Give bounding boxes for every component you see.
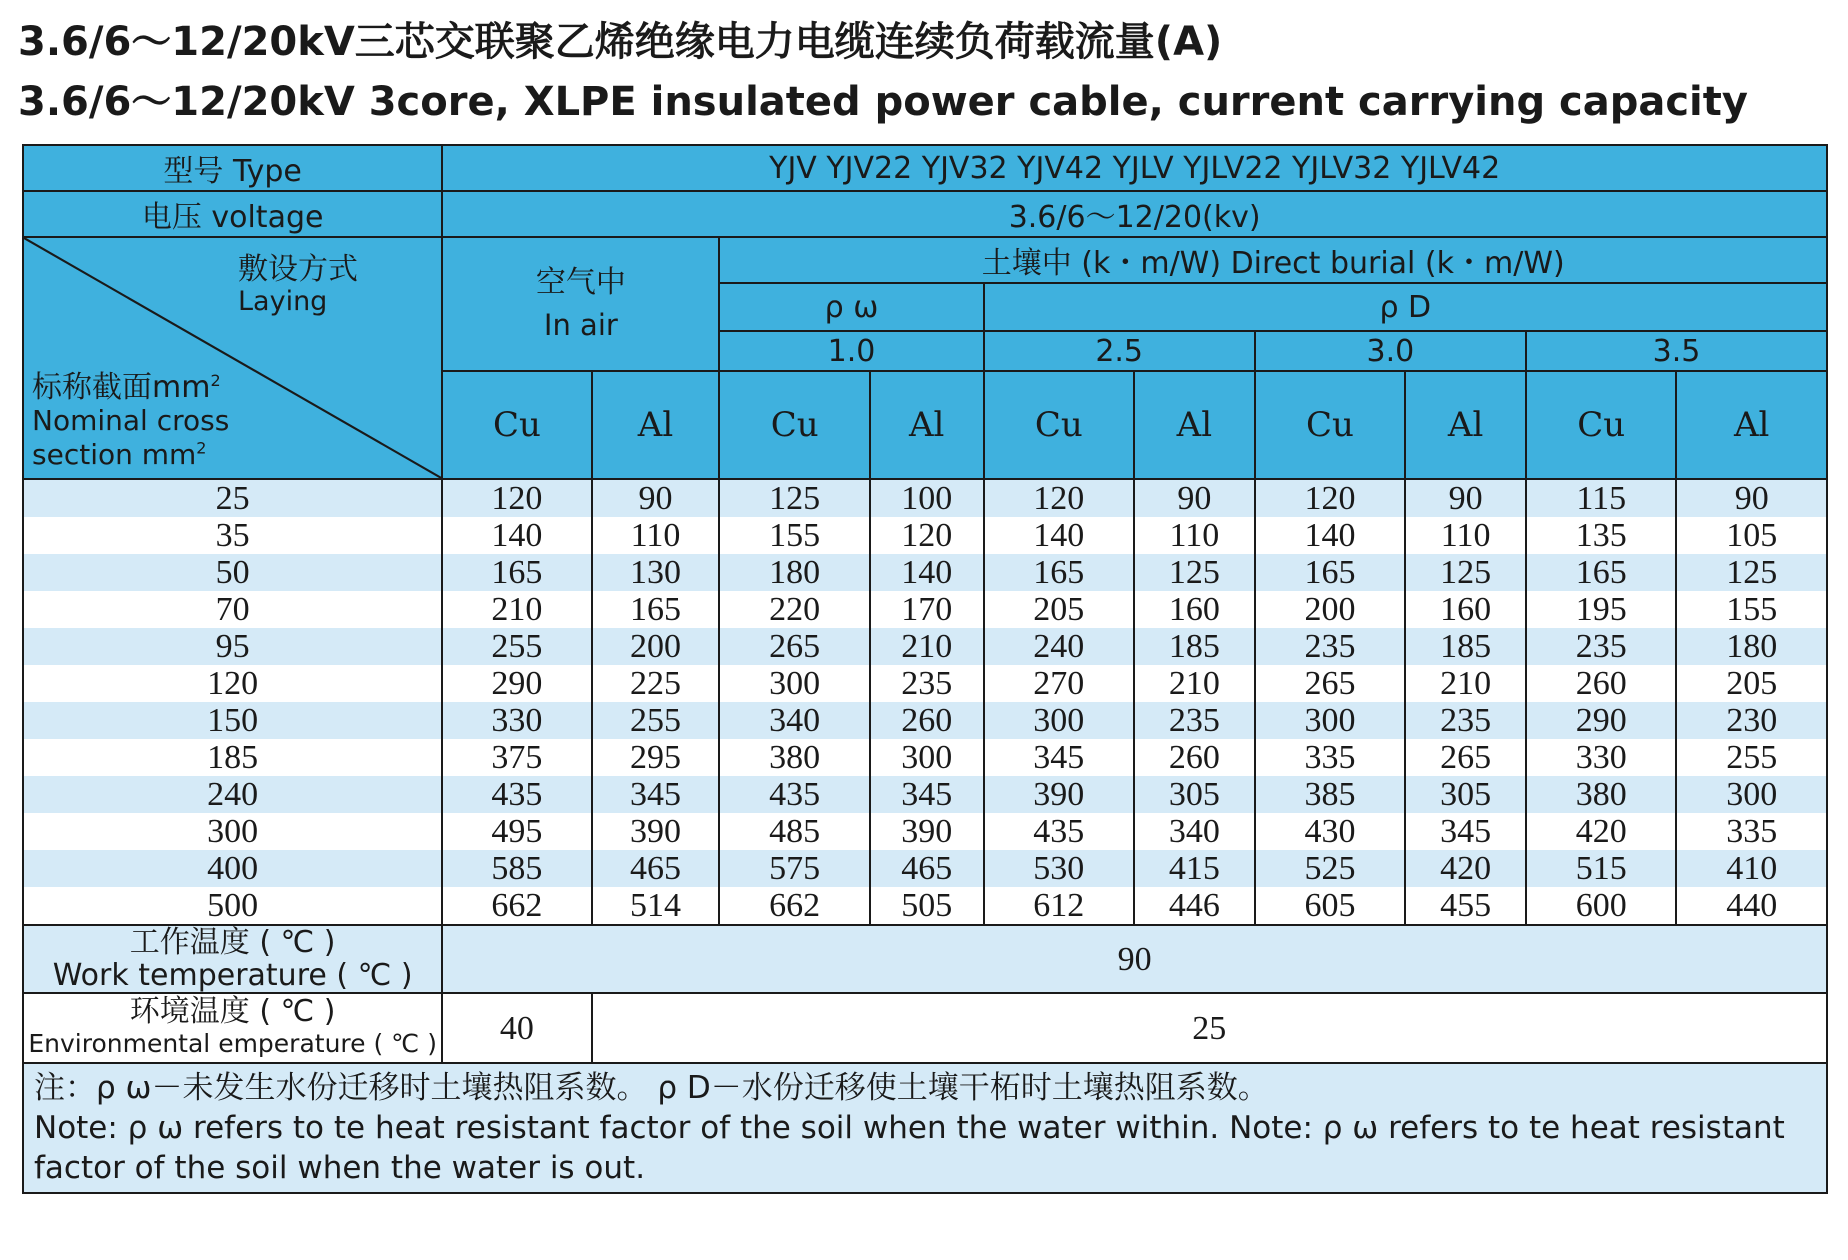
- value-cell: 380: [1526, 776, 1676, 813]
- value-cell: 120: [984, 479, 1134, 517]
- value-cell: 300: [870, 739, 984, 776]
- col-cu-air: Cu: [442, 371, 591, 479]
- value-cell: 340: [719, 702, 869, 739]
- table-row: [23, 776, 1827, 813]
- value-cell: 155: [719, 517, 869, 554]
- value-cell: 600: [1526, 887, 1676, 925]
- value-cell: 505: [870, 887, 984, 925]
- value-cell: 585: [442, 850, 591, 887]
- value-cell: 300: [1676, 776, 1827, 813]
- value-cell: 260: [870, 702, 984, 739]
- value-cell: 160: [1134, 591, 1255, 628]
- work-temp-cn: 工作温度 ( ℃ ): [129, 925, 336, 960]
- value-cell: 90: [1134, 479, 1255, 517]
- section-cell: 185: [23, 739, 442, 776]
- value-cell: 380: [719, 739, 869, 776]
- table-row: [23, 702, 1827, 739]
- rho-d-header: ρ D: [984, 283, 1827, 331]
- table-row: [23, 554, 1827, 591]
- section-en1: Nominal cross: [32, 404, 230, 437]
- col-al-2: Al: [1134, 371, 1255, 479]
- value-cell: 120: [1255, 479, 1405, 517]
- value-cell: 345: [592, 776, 720, 813]
- table-row: [23, 887, 1827, 925]
- value-cell: 465: [870, 850, 984, 887]
- value-cell: 260: [1134, 739, 1255, 776]
- work-temp-value: 90: [442, 925, 1827, 993]
- table-row: [23, 665, 1827, 702]
- value-cell: 455: [1405, 887, 1526, 925]
- header-corner: [23, 237, 442, 479]
- table-row: [23, 739, 1827, 776]
- value-cell: 435: [719, 776, 869, 813]
- section-cell: 25: [23, 479, 442, 517]
- value-cell: 575: [719, 850, 869, 887]
- capacity-table: [22, 144, 1828, 1194]
- value-cell: 305: [1405, 776, 1526, 813]
- table-row: [23, 628, 1827, 665]
- value-cell: 345: [1405, 813, 1526, 850]
- value-cell: 612: [984, 887, 1134, 925]
- type-value: YJV YJV22 YJV32 YJV42 YJLV YJLV22 YJLV32 YJLV42: [442, 145, 1827, 191]
- data-rows: [23, 479, 1827, 925]
- voltage-label: 电压 voltage: [23, 191, 442, 237]
- rho-value-3: 3.0: [1255, 331, 1526, 371]
- value-cell: 210: [1134, 665, 1255, 702]
- col-cu-2: Cu: [984, 371, 1134, 479]
- value-cell: 220: [719, 591, 869, 628]
- env-temp-cn: 环境温度 ( ℃ ): [129, 994, 336, 1029]
- value-cell: 435: [984, 813, 1134, 850]
- value-cell: 140: [442, 517, 591, 554]
- work-temp-en: Work temperature ( ℃ ): [52, 958, 413, 993]
- value-cell: 165: [1255, 554, 1405, 591]
- note-block: [23, 1063, 1827, 1193]
- value-cell: 110: [1134, 517, 1255, 554]
- in-air-cn: 空气中: [535, 265, 626, 300]
- section-cell: 300: [23, 813, 442, 850]
- value-cell: 130: [592, 554, 720, 591]
- work-temp-label: [23, 925, 442, 993]
- value-cell: 165: [1526, 554, 1676, 591]
- value-cell: 120: [870, 517, 984, 554]
- voltage-value: 3.6/6～12/20(kv): [442, 191, 1827, 237]
- value-cell: 225: [592, 665, 720, 702]
- value-cell: 235: [1405, 702, 1526, 739]
- laying-cn: 敷设方式: [238, 252, 358, 287]
- type-label: 型号 Type: [23, 145, 442, 191]
- value-cell: 165: [592, 591, 720, 628]
- value-cell: 525: [1255, 850, 1405, 887]
- section-cell: 95: [23, 628, 442, 665]
- value-cell: 295: [592, 739, 720, 776]
- value-cell: 662: [719, 887, 869, 925]
- value-cell: 300: [719, 665, 869, 702]
- value-cell: 340: [1134, 813, 1255, 850]
- in-air-header: [442, 237, 719, 371]
- section-cell: 240: [23, 776, 442, 813]
- value-cell: 265: [719, 628, 869, 665]
- value-cell: 140: [870, 554, 984, 591]
- value-cell: 90: [1405, 479, 1526, 517]
- value-cell: 105: [1676, 517, 1827, 554]
- value-cell: 335: [1255, 739, 1405, 776]
- section-cn: 标称截面$mm^2$: [32, 370, 221, 405]
- section-cell: 150: [23, 702, 442, 739]
- title-english: 3.6/6～12/20kV 3core, XLPE insulated power cable, current carrying capacity: [18, 79, 1748, 125]
- value-cell: 390: [592, 813, 720, 850]
- value-cell: 410: [1676, 850, 1827, 887]
- section-cell: 500: [23, 887, 442, 925]
- value-cell: 240: [984, 628, 1134, 665]
- value-cell: 662: [442, 887, 591, 925]
- value-cell: 435: [442, 776, 591, 813]
- section-cell: 70: [23, 591, 442, 628]
- laying-en: Laying: [238, 286, 328, 317]
- table-row: [23, 517, 1827, 554]
- rho-value-1: 1.0: [719, 331, 983, 371]
- env-temp-air: 40: [442, 993, 591, 1063]
- value-cell: 255: [442, 628, 591, 665]
- value-cell: 235: [1134, 702, 1255, 739]
- note-cn: 注：ρ ω－未发生水份迁移时土壤热阻系数。 ρ D－水份迁移使土壤干柘时土壤热阻系数。: [34, 1070, 1269, 1106]
- value-cell: 90: [1676, 479, 1827, 517]
- section-en2: section $mm^2$: [32, 438, 207, 471]
- value-cell: 335: [1676, 813, 1827, 850]
- rho-value-2: 2.5: [984, 331, 1255, 371]
- table-row: [23, 813, 1827, 850]
- value-cell: 375: [442, 739, 591, 776]
- value-cell: 290: [1526, 702, 1676, 739]
- value-cell: 125: [1405, 554, 1526, 591]
- value-cell: 330: [442, 702, 591, 739]
- value-cell: 140: [1255, 517, 1405, 554]
- value-cell: 235: [1526, 628, 1676, 665]
- value-cell: 390: [984, 776, 1134, 813]
- section-cell: 120: [23, 665, 442, 702]
- value-cell: 235: [870, 665, 984, 702]
- value-cell: 430: [1255, 813, 1405, 850]
- value-cell: 605: [1255, 887, 1405, 925]
- value-cell: 514: [592, 887, 720, 925]
- value-cell: 290: [442, 665, 591, 702]
- section-cell: 50: [23, 554, 442, 591]
- section-cell: 400: [23, 850, 442, 887]
- value-cell: 265: [1255, 665, 1405, 702]
- value-cell: 125: [719, 479, 869, 517]
- value-cell: 270: [984, 665, 1134, 702]
- value-cell: 515: [1526, 850, 1676, 887]
- value-cell: 90: [592, 479, 720, 517]
- value-cell: 255: [1676, 739, 1827, 776]
- value-cell: 115: [1526, 479, 1676, 517]
- value-cell: 125: [1134, 554, 1255, 591]
- value-cell: 100: [870, 479, 984, 517]
- value-cell: 415: [1134, 850, 1255, 887]
- value-cell: 155: [1676, 591, 1827, 628]
- value-cell: 260: [1526, 665, 1676, 702]
- value-cell: 345: [984, 739, 1134, 776]
- value-cell: 120: [442, 479, 591, 517]
- table-row: [23, 591, 1827, 628]
- value-cell: 210: [442, 591, 591, 628]
- env-temp-soil: 25: [592, 993, 1827, 1063]
- rho-value-4: 3.5: [1526, 331, 1827, 371]
- value-cell: 205: [984, 591, 1134, 628]
- value-cell: 305: [1134, 776, 1255, 813]
- col-al-air: Al: [592, 371, 720, 479]
- soil-header: 土壤中 (k・m/W) Direct burial (k・m/W): [719, 237, 1827, 283]
- value-cell: 135: [1526, 517, 1676, 554]
- value-cell: 390: [870, 813, 984, 850]
- value-cell: 420: [1526, 813, 1676, 850]
- value-cell: 210: [1405, 665, 1526, 702]
- env-temp-label: [23, 993, 442, 1063]
- value-cell: 330: [1526, 739, 1676, 776]
- value-cell: 495: [442, 813, 591, 850]
- col-al-3: Al: [1405, 371, 1526, 479]
- col-cu-1: Cu: [719, 371, 869, 479]
- value-cell: 385: [1255, 776, 1405, 813]
- value-cell: 140: [984, 517, 1134, 554]
- rho-w-header: ρ ω: [719, 283, 983, 331]
- value-cell: 230: [1676, 702, 1827, 739]
- value-cell: 300: [984, 702, 1134, 739]
- value-cell: 265: [1405, 739, 1526, 776]
- value-cell: 160: [1405, 591, 1526, 628]
- section-cell: 35: [23, 517, 442, 554]
- value-cell: 420: [1405, 850, 1526, 887]
- value-cell: 210: [870, 628, 984, 665]
- value-cell: 185: [1405, 628, 1526, 665]
- value-cell: 205: [1676, 665, 1827, 702]
- in-air-en: In air: [543, 308, 618, 342]
- col-al-1: Al: [870, 371, 984, 479]
- value-cell: 170: [870, 591, 984, 628]
- value-cell: 165: [442, 554, 591, 591]
- value-cell: 465: [592, 850, 720, 887]
- value-cell: 165: [984, 554, 1134, 591]
- value-cell: 300: [1255, 702, 1405, 739]
- value-cell: 185: [1134, 628, 1255, 665]
- col-cu-3: Cu: [1255, 371, 1405, 479]
- col-al-4: Al: [1676, 371, 1827, 479]
- value-cell: 180: [719, 554, 869, 591]
- value-cell: 200: [592, 628, 720, 665]
- table-row: [23, 479, 1827, 517]
- value-cell: 200: [1255, 591, 1405, 628]
- note-en: Note: ρ ω refers to te heat resistant factor of the soil when the water within. Note: ρ ω refers to te heat resistant factor of the soil when the water is out.: [34, 1110, 1785, 1186]
- value-cell: 485: [719, 813, 869, 850]
- value-cell: 345: [870, 776, 984, 813]
- title-chinese: 3.6/6～12/20kV三芯交联聚乙烯绝缘电力电缆连续负荷载流量(A): [18, 19, 1223, 65]
- value-cell: 125: [1676, 554, 1827, 591]
- value-cell: 446: [1134, 887, 1255, 925]
- value-cell: 195: [1526, 591, 1676, 628]
- col-cu-4: Cu: [1526, 371, 1676, 479]
- value-cell: 180: [1676, 628, 1827, 665]
- env-temp-en: Environmental emperature ( ℃ ): [28, 1029, 437, 1058]
- value-cell: 110: [1405, 517, 1526, 554]
- value-cell: 110: [592, 517, 720, 554]
- table-row: [23, 850, 1827, 887]
- value-cell: 255: [592, 702, 720, 739]
- value-cell: 530: [984, 850, 1134, 887]
- value-cell: 440: [1676, 887, 1827, 925]
- value-cell: 235: [1255, 628, 1405, 665]
